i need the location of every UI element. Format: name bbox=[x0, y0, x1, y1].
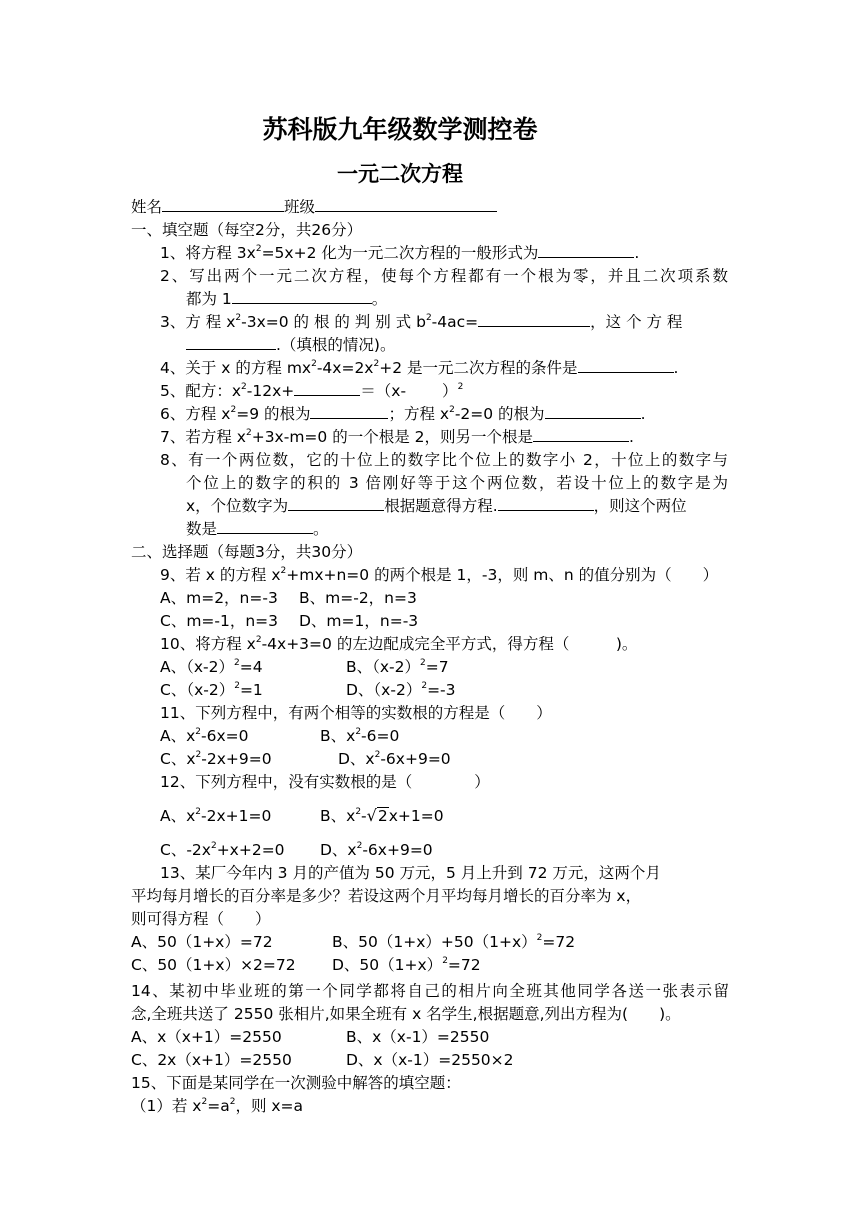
q14-option-d[interactable]: D、x（x-1）=2550×2 bbox=[346, 1051, 514, 1069]
q8-number-blank[interactable] bbox=[217, 519, 313, 534]
q8-equation-blank[interactable] bbox=[498, 496, 594, 511]
name-label: 姓名 bbox=[131, 198, 163, 216]
question-14-line2: 念,全班共送了 2550 张相片,如果全班有 x 名学生,根据题意,列出方程为( )。 bbox=[131, 1005, 681, 1023]
q9-option-a[interactable]: A、m=2，n=-3 bbox=[160, 589, 278, 607]
q10-option-d[interactable]: D、$(x-2)^2=-3$ bbox=[346, 681, 456, 699]
q6-answer-blank-1[interactable] bbox=[310, 404, 388, 419]
question-2-line1: 2、写出两个一元二次方程，使每个方程都有一个根为零，并且二次项系数 bbox=[160, 267, 728, 285]
question-3-line1: 3、方 程 $x^2-3x=0$ 的 根 的 判 别 式 $b^2-4ac=$ ，这 个 方 程 bbox=[160, 313, 683, 331]
page-title: 苏科版九年级数学测控卷 bbox=[262, 115, 538, 144]
question-13-line3: 则可得方程（ ） bbox=[131, 910, 271, 928]
q12-option-d[interactable]: D、$x^2-6x+9=0$ bbox=[320, 841, 433, 859]
q10-option-b[interactable]: B、$(x-2)^2=7$ bbox=[346, 658, 449, 676]
question-1: 1、将方程 $3x^2=5x+2$ 化为一元二次方程的一般形式为 . bbox=[160, 244, 640, 262]
q11-option-c[interactable]: C、$x^2-2x+9=0$ bbox=[160, 750, 272, 768]
question-13-line2: 平均每月增长的百分率是多少？若设这两个月平均每月增长的百分率为 x， bbox=[131, 887, 642, 905]
q6-answer-blank-2[interactable] bbox=[545, 404, 641, 419]
question-15-part-1: （1）若 $x^2=a^2$，则 x=a bbox=[131, 1097, 304, 1115]
q9-option-b[interactable]: B、m=-2，n=3 bbox=[299, 589, 417, 607]
q9-option-d[interactable]: D、m=1，n=-3 bbox=[299, 612, 419, 630]
question-11: 11、下列方程中，有两个相等的实数根的方程是（ ） bbox=[160, 704, 552, 722]
q11-option-d[interactable]: D、$x^2-6x+9=0$ bbox=[338, 750, 451, 768]
question-3-line2: .（填根的情况)。 bbox=[186, 334, 395, 356]
q1-answer-blank[interactable] bbox=[538, 243, 634, 258]
q13-option-a[interactable]: A、50（1+x）=72 bbox=[131, 933, 273, 951]
q13-option-c[interactable]: C、50（1+x）×2=72 bbox=[131, 956, 296, 974]
q13-option-d[interactable]: D、$50(1+x)^2=72$ bbox=[332, 956, 481, 974]
question-10: 10、将方程 $x^2-4x+3=0$ 的左边配成完全平方式，得方程（ )。 bbox=[160, 635, 638, 653]
q8-digit-blank[interactable] bbox=[288, 496, 384, 511]
section1-heading: 一、填空题（每空2分，共26分） bbox=[131, 221, 363, 239]
q11-option-b[interactable]: B、$x^2-6=0$ bbox=[320, 727, 400, 745]
square-root-symbol: √2 bbox=[366, 806, 388, 825]
question-5: 5、配方：$x^2-12x+ =(x-$ ）$^2$ bbox=[160, 382, 464, 400]
q13-option-b[interactable]: B、$50(1+x)+50(1+x)^2=72$ bbox=[332, 933, 576, 951]
q10-option-a[interactable]: A、$(x-2)^2=4$ bbox=[160, 658, 263, 676]
q14-option-a[interactable]: A、x（x+1）=2550 bbox=[131, 1028, 282, 1046]
question-8-line3: x，个位数字为 根据题意得方程. ，则这个两位 bbox=[186, 497, 687, 515]
q14-option-b[interactable]: B、x（x-1）=2550 bbox=[346, 1028, 490, 1046]
page-subtitle: 一元二次方程 bbox=[337, 162, 463, 186]
q4-answer-blank[interactable] bbox=[578, 358, 674, 373]
q5-answer-blank[interactable] bbox=[294, 381, 360, 396]
q10-option-c[interactable]: C、$(x-2)^2=1$ bbox=[160, 681, 263, 699]
question-14-line1: 14、某初中毕业班的第一个同学都将自己的相片向全班其他同学各送一张表示留 bbox=[131, 982, 729, 1000]
q7-answer-blank[interactable] bbox=[533, 427, 629, 442]
q3-discriminant-blank[interactable] bbox=[478, 312, 590, 327]
question-13-line1: 13、某厂今年内 3 月的产值为 50 万元，5 月上升到 72 万元，这两个月 bbox=[160, 864, 661, 882]
question-9: 9、若 x 的方程 $x^2+mx+n=0$ 的两个根是 1，-3，则 m、n 的值分别为（ ） bbox=[160, 566, 719, 584]
q3-roots-blank[interactable] bbox=[186, 335, 276, 350]
question-8-line1: 8、有一个两位数，它的十位上的数字比个位上的数字小 2，十位上的数字与 bbox=[160, 451, 728, 469]
q12-option-c[interactable]: C、$-2x^2+x+2=0$ bbox=[160, 841, 285, 859]
q12-option-a[interactable]: A、$x^2-2x+1=0$ bbox=[160, 807, 272, 825]
q9-option-c[interactable]: C、m=-1，n=3 bbox=[160, 612, 279, 630]
student-info-line bbox=[131, 196, 497, 218]
class-field[interactable] bbox=[315, 197, 497, 212]
q12-option-b[interactable]: B、$x^2-√2x+1=0$ bbox=[320, 806, 444, 825]
q2-answer-blank[interactable] bbox=[232, 289, 372, 304]
question-4: 4、关于 x 的方程 $mx^2-4x=2x^2+2$ 是一元二次方程的条件是 . bbox=[160, 359, 679, 377]
question-12: 12、下列方程中，没有实数根的是（ ） bbox=[160, 773, 490, 791]
q14-option-c[interactable]: C、2x（x+1）=2550 bbox=[131, 1051, 292, 1069]
question-7: 7、若方程 $x^2+3x-m=0$ 的一个根是 2，则另一个根是 . bbox=[160, 428, 634, 446]
question-8-line2: 个位上的数字的积的 3 倍刚好等于这个两位数，若设十位上的数字是为 bbox=[186, 474, 728, 492]
question-2-line2: 都为 1 。 bbox=[186, 290, 388, 308]
question-8-line4: 数是 。 bbox=[186, 520, 329, 538]
section2-heading: 二、选择题（每题3分，共30分） bbox=[131, 543, 363, 561]
question-6: 6、方程 $x^2=9$ 的根为 ；方程 $x^2-2=0$ 的根为 . bbox=[160, 405, 646, 423]
question-15: 15、下面是某同学在一次测验中解答的填空题： bbox=[131, 1074, 461, 1092]
class-label: 班级 bbox=[284, 198, 316, 216]
q11-option-a[interactable]: A、$x^2-6x=0$ bbox=[160, 727, 249, 745]
name-field[interactable] bbox=[162, 197, 284, 212]
